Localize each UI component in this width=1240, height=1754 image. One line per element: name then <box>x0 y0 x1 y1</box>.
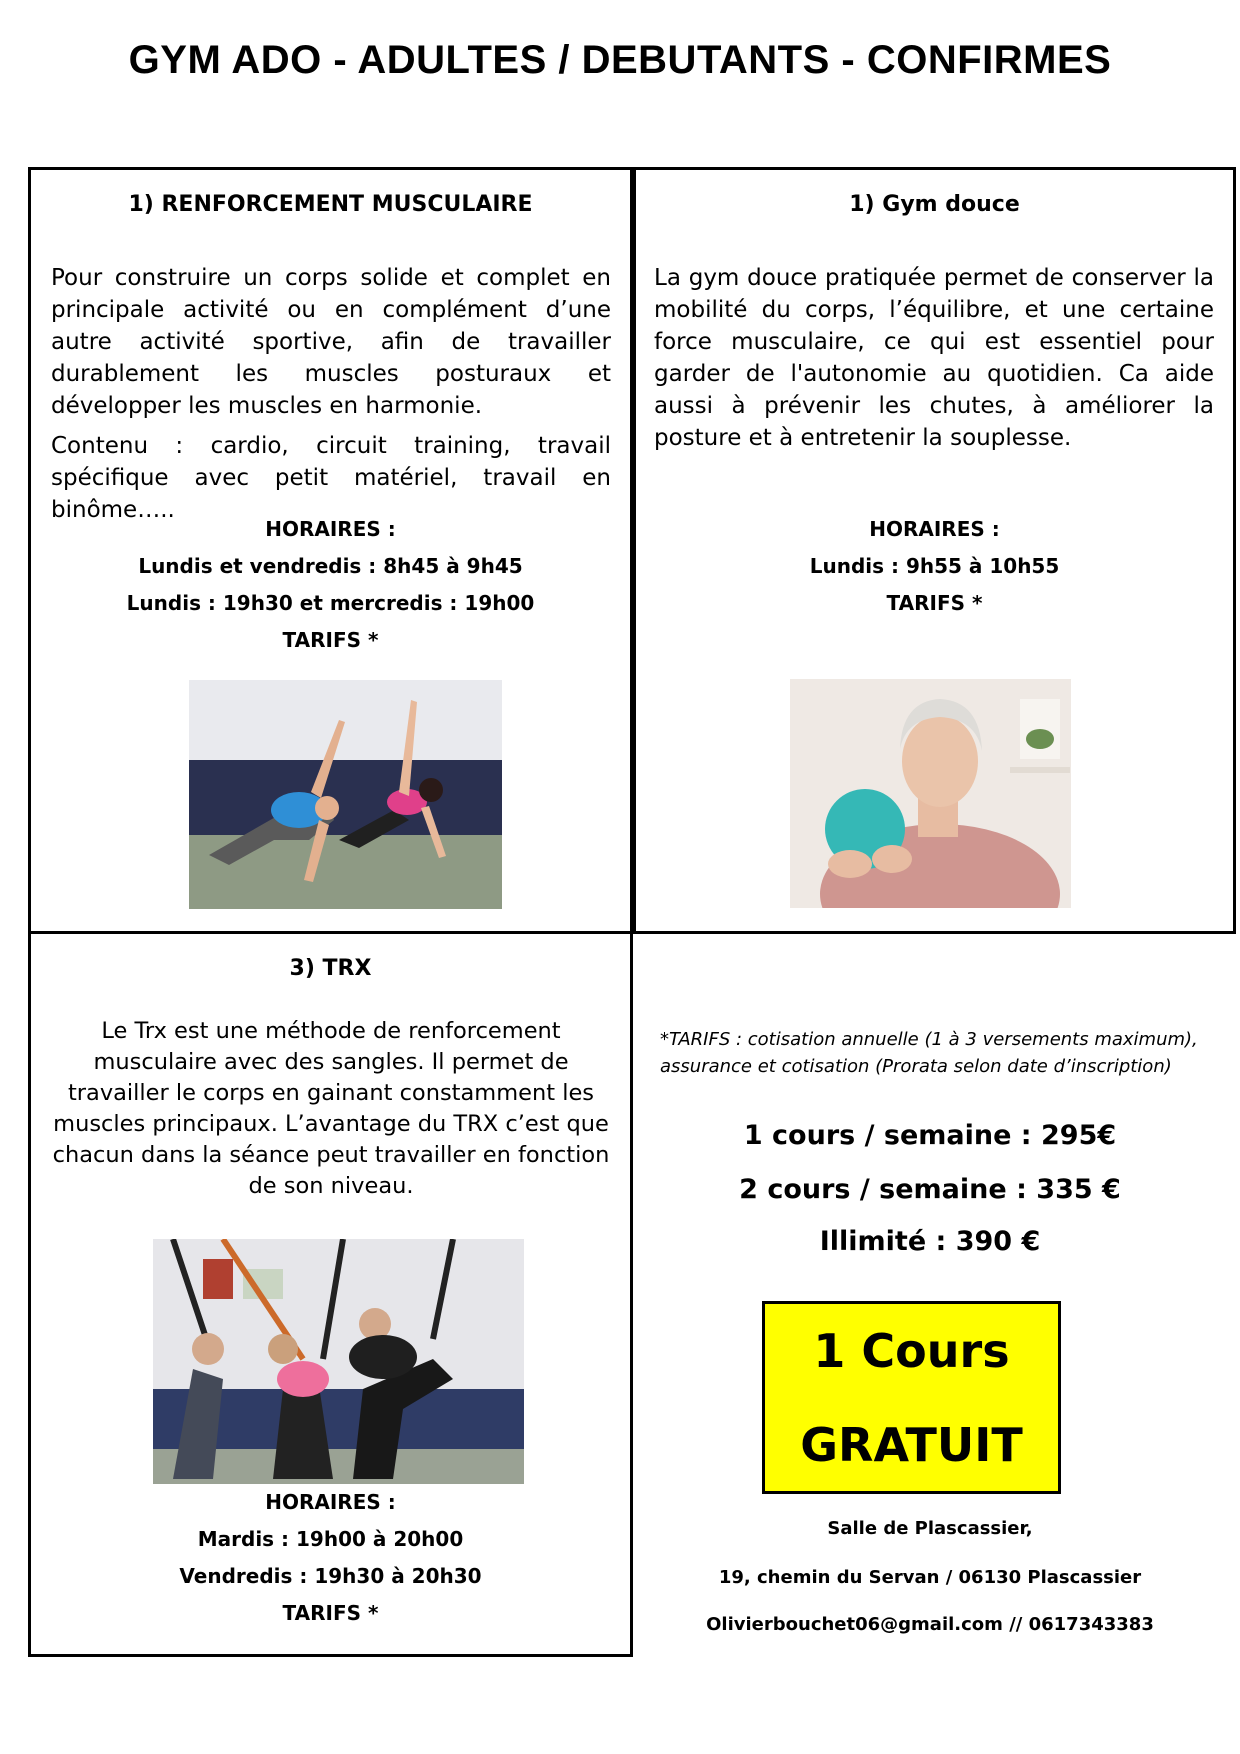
price-one-course: 1 cours / semaine : 295€ <box>743 1120 1117 1151</box>
free-course-badge <box>762 1301 1061 1494</box>
renforcement-description <box>51 262 611 534</box>
page-title: GYM ADO - ADULTES / DEBUTANTS - CONFIRMES <box>128 38 1112 82</box>
free-course-line-1: 1 Cours <box>813 1324 1010 1378</box>
gym-douce-paragraph: La gym douce pratiquée permet de conserver la mobilité du corps, l’équilibre, et une certaine force musculaire, ce qui est essentiel pour garder de l'autonomie au quotidien. Ca aide aussi à prévenir les chutes, à améliorer la posture et à entretenir la souplesse. <box>654 265 1214 451</box>
trx-schedule <box>31 1484 630 1632</box>
tarifs-label: TARIFS * <box>886 591 983 615</box>
horaires-label: HORAIRES : <box>265 1490 396 1514</box>
renforcement-paragraph-2: Contenu : cardio, circuit training, travail spécifique avec petit matériel, travail en binôme….. <box>51 433 611 523</box>
free-course-line-2: GRATUIT <box>800 1418 1023 1472</box>
gym-douce-box <box>633 167 1236 934</box>
contact-place: Salle de Plascassier, <box>827 1518 1033 1539</box>
gym-douce-photo <box>790 679 1071 908</box>
price-unlimited: Illimité : 390 € <box>819 1226 1041 1257</box>
schedule-line: Lundis : 9h55 à 10h55 <box>809 554 1060 578</box>
renforcement-heading: 1) RENFORCEMENT MUSCULAIRE <box>128 192 533 217</box>
schedule-line: Mardis : 19h00 à 20h00 <box>197 1527 464 1551</box>
trx-paragraph: Le Trx est une méthode de renforcement musculaire avec des sangles. Il permet de travailler le corps en gainant constamment les muscles principaux. L’avantage du TRX c’est que chacun dans la séance peut travailler en fonction de son niveau. <box>52 1018 610 1199</box>
contact-address: 19, chemin du Servan / 06130 Plascassier <box>718 1567 1142 1588</box>
price-two-courses: 2 cours / semaine : 335 € <box>739 1174 1121 1205</box>
horaires-label: HORAIRES : <box>869 517 1000 541</box>
tarifs-label: TARIFS * <box>282 1601 379 1625</box>
trx-box <box>28 931 633 1657</box>
horaires-label: HORAIRES : <box>265 517 396 541</box>
renforcement-paragraph-1: Pour construire un corps solide et complet en principale activité ou en complément d’une autre activité sportive, afin de travailler durablement les muscles posturaux et développer les muscles en harmonie. <box>51 265 611 419</box>
trx-heading: 3) TRX <box>289 956 372 981</box>
trx-photo <box>153 1239 524 1484</box>
trx-description <box>51 1016 611 1210</box>
gym-douce-heading: 1) Gym douce <box>849 192 1020 217</box>
schedule-line: Vendredis : 19h30 à 20h30 <box>179 1564 482 1588</box>
gym-douce-schedule <box>636 511 1233 622</box>
schedule-line: Lundis : 19h30 et mercredis : 19h00 <box>126 591 535 615</box>
schedule-line: Lundis et vendredis : 8h45 à 9h45 <box>138 554 523 578</box>
tarifs-label: TARIFS * <box>282 628 379 652</box>
contact-email-phone: Olivierbouchet06@gmail.com // 0617343383 <box>706 1614 1154 1635</box>
renforcement-photo <box>189 680 502 909</box>
gym-douce-description <box>654 262 1214 462</box>
tarifs-note: *TARIFS : cotisation annuelle (1 à 3 versements maximum), assurance et cotisation (Prorata selon date d’inscription) <box>660 1029 1198 1077</box>
renforcement-box <box>28 167 633 934</box>
renforcement-schedule <box>31 511 630 659</box>
